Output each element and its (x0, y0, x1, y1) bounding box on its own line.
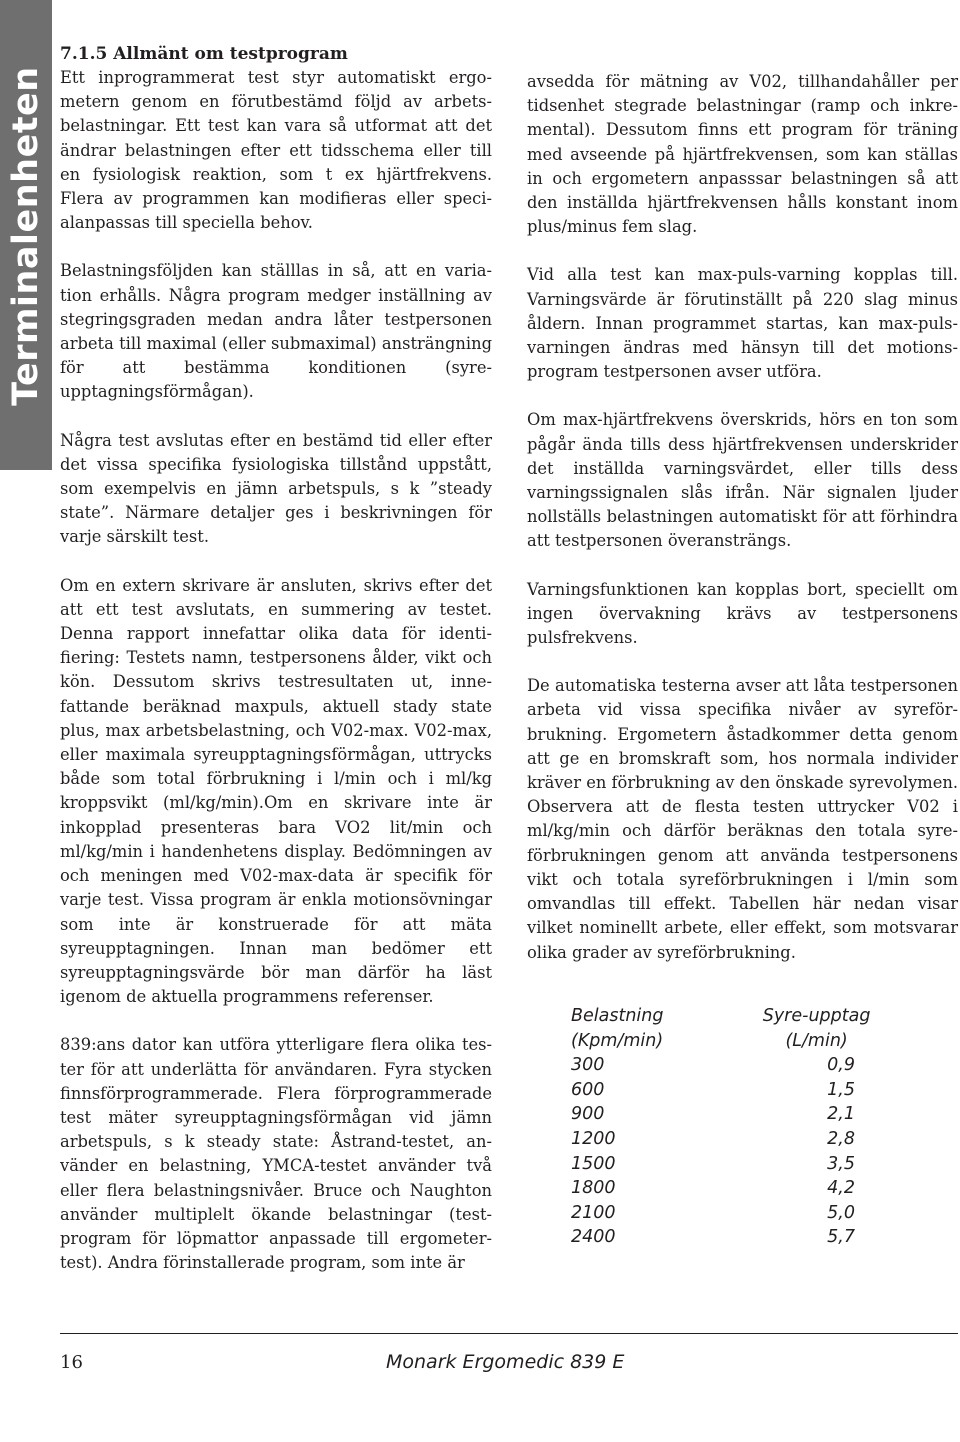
chapter-tab-label: Terminalenheten (6, 66, 46, 406)
load-cell: 300 (571, 1055, 605, 1076)
load-cell: 2400 (571, 1227, 616, 1248)
table-row (571, 1127, 907, 1152)
oxygen-cell: 5,0 (827, 1202, 855, 1223)
left-column (60, 42, 492, 1299)
paragraph: Belastningsföljden kan ställlas in så, att en variation erhålls. Några program medger inställning av stegringsgraden medan andra låter testpersonen arbeta till maximal (eller submaximal) ansträngning för att bestämma konditionen (syreupptagningsförmågan). (60, 261, 492, 402)
load-cell: 900 (571, 1104, 605, 1125)
right-column (527, 70, 958, 989)
paragraph: De automatiska testerna avser att låta testpersonen arbeta vid vissa specifika nivåer av syreförbrukning. Ergometern åstadkommer detta genom att ge en bromskraft som, hos normala individer kräver en förbrukning av den önskade syrevolymen. Observera att de flesta testen uttrycker V02 i ml/kg/min och därför beräknas den totala syreförbrukningen genom att använda testpersonens vikt och totala syreförbrukningen i l/min som omvandlas till effekt. Tabellen här nedan visar vilket nominellt arbete, eller effekt, som motsvarar olika grader av syreförbrukning. (527, 676, 958, 962)
oxygen-cell: 1,5 (827, 1079, 855, 1100)
oxygen-cell: 2,1 (827, 1104, 855, 1125)
chapter-side-tab (0, 0, 52, 470)
load-cell: 1800 (571, 1178, 616, 1199)
table-row (571, 1053, 907, 1078)
paragraph: Om max-hjärtfrekvens överskrids, hörs en ton som pågår ända tills dess hjärtfrekvensen underskrider det inställda varningsvärdet, eller tills dess varningssignalen slås ifrån. När signalen ljuder nollställs belastningen automatiskt för att förhindra att testpersonen överansträngs. (527, 410, 958, 551)
page-number: 16 (60, 1352, 83, 1373)
oxygen-cell: 2,8 (827, 1128, 855, 1149)
oxygen-cell: 4,2 (827, 1178, 855, 1199)
load-cell: 600 (571, 1079, 605, 1100)
table-header-row (571, 1004, 907, 1029)
column-unit-oxygen: (L/min) (785, 1030, 848, 1051)
paragraph: Om en extern skrivare är ansluten, skrivs efter det att ett test avslutats, en summering av testet. Denna rapport innefattar olika data för identifiering: Testets namn, testpersonens ålder, vikt och kön. Dessutom skrivs testresultaten ut, innefattande beräknad maxpuls, aktuell stady state plus, max arbetsbelastning, och V02-max. V02-max, eller maximala syreupptagningsförmågan, uttrycks både som total förbrukning i l/min och i ml/kg kroppsvikt (ml/kg/min).Om en skrivare inte är inkopplad presenteras bara VO2 lit/min och ml/kg/min i handenhetens display. Bedömningen av och meningen med V02-max-data är specifik för varje test. Vissa program är enkla motionsövningar som inte är konstruerade för att mäta syreupptagningen. Innan man bedömer ett syreupptagningsvärde bör man därför ha läst igenom de aktuella programmens referenser. (60, 575, 492, 1007)
load-cell: 1500 (571, 1153, 616, 1174)
paragraph: Vid alla test kan max-puls-varning kopplas till. Varningsvärde är förutinställt på 220 slag minus åldern. Innan programmet startas, kan max-pulsvarningen ändras med hänsyn till det motionsprogram testpersonen avser utföra. (527, 265, 958, 382)
column-header-load: Belastning (571, 1006, 664, 1026)
oxygen-cell: 0,9 (827, 1055, 855, 1076)
paragraph: avsedda för mätning av V02, tillhandahåller per tidsenhet stegrade belastningar (ramp och inkremental). Dessutom finns ett program för träning med avseende på hjärtfrekvensen, som kan ställas in och ergometern anpasssar belastningen så att den inställda hjärtfrekvensen hålls konstant inom plus/minus fem slag. (527, 72, 958, 237)
table-row (571, 1201, 907, 1226)
load-cell: 1200 (571, 1128, 616, 1149)
load-cell: 2100 (571, 1202, 616, 1223)
table-header-units-row (571, 1029, 907, 1054)
table-row (571, 1176, 907, 1201)
load-oxygen-table (571, 1004, 907, 1250)
table-row (571, 1225, 907, 1250)
paragraph: Varningsfunktionen kan kopplas bort, speciellt om ingen övervakning krävs av testpersonens pulsfrekvens. (527, 579, 958, 648)
table-row (571, 1078, 907, 1103)
paragraph: Ett inprogrammerat test styr automatiskt ergometern genom en förutbestämd följd av arbetsbelastningar. Ett test kan vara så utformat att det ändrar belastningen efter ett tidsschema eller till en fysiologisk reaktion, som t ex hjärtfrekvens. Flera av programmen kan modifieras eller specialanpassas till speciella behov. (60, 68, 492, 233)
column-unit-load: (Kpm/min) (571, 1030, 664, 1051)
oxygen-cell: 5,7 (827, 1227, 855, 1248)
paragraph: 839:ans dator kan utföra ytterligare flera olika tester för att underlätta för användaren. Fyra stycken finnsförprogrammerade. Flera förprogrammerade test mäter syreupptagningsförmågan vid jämn arbetspuls, s k steady state: Åstrand-testet, använder en belastning, YMCA-testet använder två eller flera belastningsnivåer. Bruce och Naughton använder multiplelt ökande belastningar (testprogram för löpmattor anpassade till ergometertest). Andra förinstallerade program, som inte är (60, 1035, 492, 1273)
paragraph: Några test avslutas efter en bestämd tid eller efter det vissa specifika fysiologiska tillstånd uppstått, som exempelvis en jämn arbetspuls, s k ”steady state”. Närmare detaljer ges i beskrivningen för varje särskilt test. (60, 430, 492, 547)
oxygen-cell: 3,5 (827, 1153, 855, 1174)
footer-divider (60, 1333, 958, 1334)
section-heading: 7.1.5 Allmänt om testprogram (60, 44, 348, 64)
table-row (571, 1152, 907, 1177)
footer-document-title: Monark Ergomedic 839 E (386, 1351, 625, 1373)
table-row (571, 1102, 907, 1127)
column-header-oxygen: Syre-upptag (762, 1006, 871, 1026)
